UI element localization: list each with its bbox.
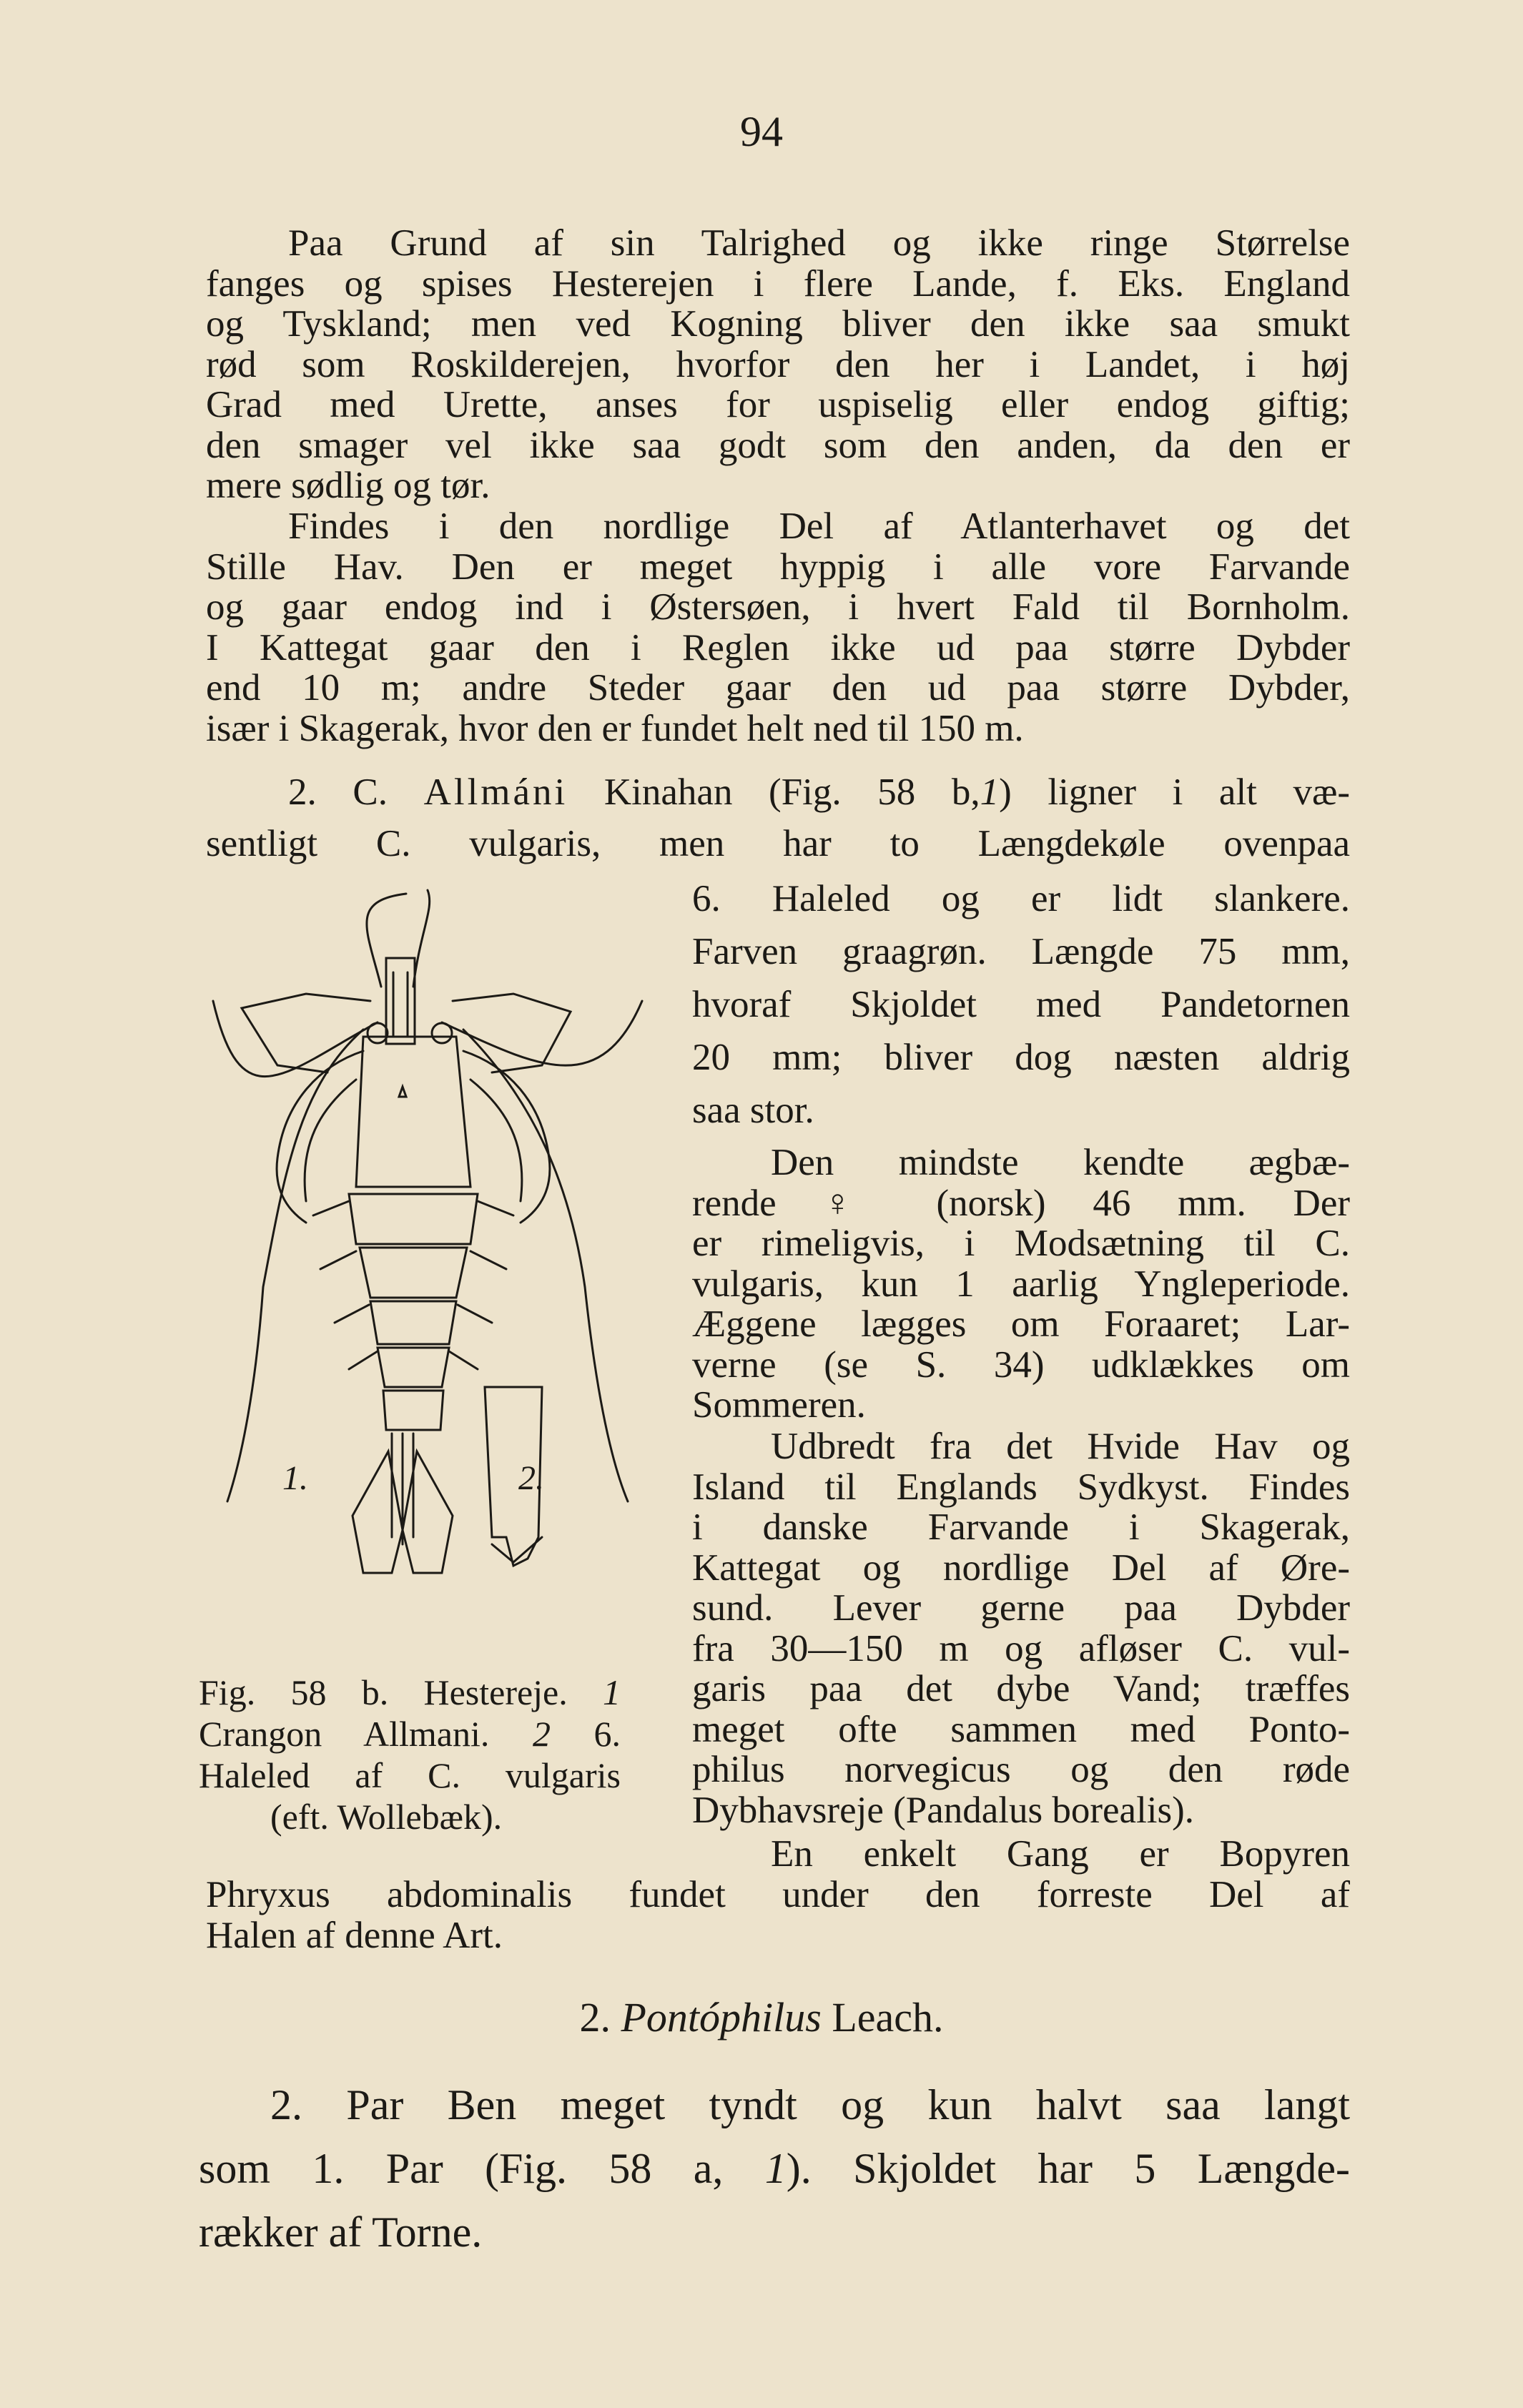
text-line: sentligt C. vulgaris, men har to Længdekøle ovenpaa <box>206 823 1350 864</box>
text-line: rød som Roskilderejen, hvorfor den her i Landet, i høj <box>206 343 1350 385</box>
figure-label-1: 1. <box>282 1459 308 1497</box>
right-column-1 <box>692 872 1350 1137</box>
text-line: Paa Grund af sin Talrighed og ikke ringe Størrelse <box>288 222 1350 264</box>
paragraph-2 <box>206 506 1350 749</box>
text-line: og Tyskland; men ved Kogning bliver den ikke saa smukt <box>206 303 1350 345</box>
text-line: Farven graagrøn. Længde 75 mm, <box>692 931 1350 972</box>
text-line: Phryxus abdominalis fundet under den forreste Del af <box>206 1874 1350 1915</box>
text-line: En enkelt Gang er Bopyren <box>771 1833 1350 1875</box>
text-line: philus norvegicus og den røde <box>692 1749 1350 1790</box>
right-column-4 <box>692 1834 1350 1875</box>
text-line: rækker af Torne. <box>199 2209 483 2256</box>
species-name: Allmáni <box>423 771 568 813</box>
genus-description <box>199 2073 1350 2264</box>
text-line: Kattegat og nordlige Del af Øre- <box>692 1546 1350 1589</box>
closing-lines <box>206 1875 1350 1955</box>
text-line: vulgaris, kun 1 aarlig Yngleperiode. <box>692 1263 1350 1305</box>
species-end: ) ligner i alt væ- <box>999 771 1351 813</box>
text-line: hvoraf Skjoldet med Pandetornen <box>692 984 1350 1025</box>
text-line: fanges og spises Hesterejen i flere Lande, f. Eks. England <box>206 262 1350 305</box>
shrimp-illustration <box>199 887 656 1673</box>
text-line: Dybhavsreje (Pandalus borealis). <box>692 1789 1195 1831</box>
text-line: 6. Haleled og er lidt slankere. <box>692 878 1350 919</box>
text-line: meget ofte sammen med Ponto- <box>692 1708 1350 1750</box>
figure-label-2: 2. <box>518 1459 544 1497</box>
species-paragraph <box>206 766 1350 869</box>
text-line: garis paa det dybe Vand; træffes <box>692 1668 1350 1709</box>
text-line: Island til Englands Sydkyst. Findes <box>692 1466 1350 1508</box>
caption-line: (eft. Wollebæk). <box>270 1797 503 1837</box>
text-line: Æggene lægges om Foraaret; Lar- <box>692 1303 1350 1345</box>
text-line: end 10 m; andre Steder gaar den ud paa større Dybder, <box>206 667 1350 709</box>
species-author: Kinahan (Fig. 58 b, <box>603 771 980 813</box>
text-line: Sommeren. <box>692 1384 866 1426</box>
text-line: Grad med Urette, anses for uspiselig eller endog giftig; <box>206 384 1350 425</box>
species-line <box>206 766 1350 818</box>
text-line: saa stor. <box>692 1090 814 1131</box>
text-line: og gaar endog ind i Østersøen, i hvert Fald til Bornholm. <box>206 586 1350 628</box>
caption-line: Haleled af C. vulgaris <box>199 1755 621 1795</box>
text-line: 20 mm; bliver dog næsten aldrig <box>692 1037 1350 1078</box>
text-line: i danske Farvande i Skagerak, <box>692 1506 1350 1548</box>
paragraph-1 <box>206 223 1350 506</box>
text-line: rende ♀ (norsk) 46 mm. Der <box>692 1182 1350 1224</box>
text-line: Den mindste kendte ægbæ- <box>771 1142 1350 1183</box>
text-line: er rimeligvis, i Modsætning til C. <box>692 1223 1350 1264</box>
text-line: fra 30—150 m og afløser C. vul- <box>692 1627 1350 1669</box>
text-line: Udbredt fra det Hvide Hav og <box>771 1426 1350 1467</box>
text-line: 2. Par Ben meget tyndt og kun halvt saa langt <box>270 2081 1350 2128</box>
figure-caption <box>199 1672 628 1837</box>
text-line: den smager vel ikke saa godt som den anden, da den er <box>206 424 1350 466</box>
text-line: I Kattegat gaar den i Reglen ikke ud paa større Dybder <box>206 626 1350 668</box>
right-column-3 <box>692 1426 1350 1830</box>
text-line: Findes i den nordlige Del af Atlanterhavet og det <box>288 505 1350 547</box>
caption-line: Fig. 58 b. Hestereje. 1 <box>199 1672 621 1712</box>
text-line: mere sødlig og tør. <box>206 465 491 506</box>
species-genus: C. <box>353 771 388 813</box>
text-line: verne (se S. 34) udklækkes om <box>692 1343 1350 1386</box>
figure-ref: 1 <box>980 771 1000 813</box>
text-line: sund. Lever gerne paa Dybder <box>692 1587 1350 1629</box>
genus-heading: 2. Pontóphilus Leach. <box>579 1994 944 2041</box>
species-number: 2. <box>288 771 317 813</box>
caption-line: Crangon Allmani. 2 6. <box>199 1714 621 1754</box>
text-line: Stille Hav. Den er meget hyppig i alle vore Farvande <box>206 546 1350 588</box>
genus-name: Pontóphilus <box>621 1994 822 2041</box>
right-column-2 <box>692 1143 1350 1426</box>
text-line: Halen af denne Art. <box>206 1914 503 1956</box>
page-number: 94 <box>740 108 783 155</box>
text-line: især i Skagerak, hvor den er fundet helt ned til 150 m. <box>206 707 1024 749</box>
text-line: som 1. Par (Fig. 58 a, 1). Skjoldet har 5 Længde- <box>199 2145 1351 2192</box>
